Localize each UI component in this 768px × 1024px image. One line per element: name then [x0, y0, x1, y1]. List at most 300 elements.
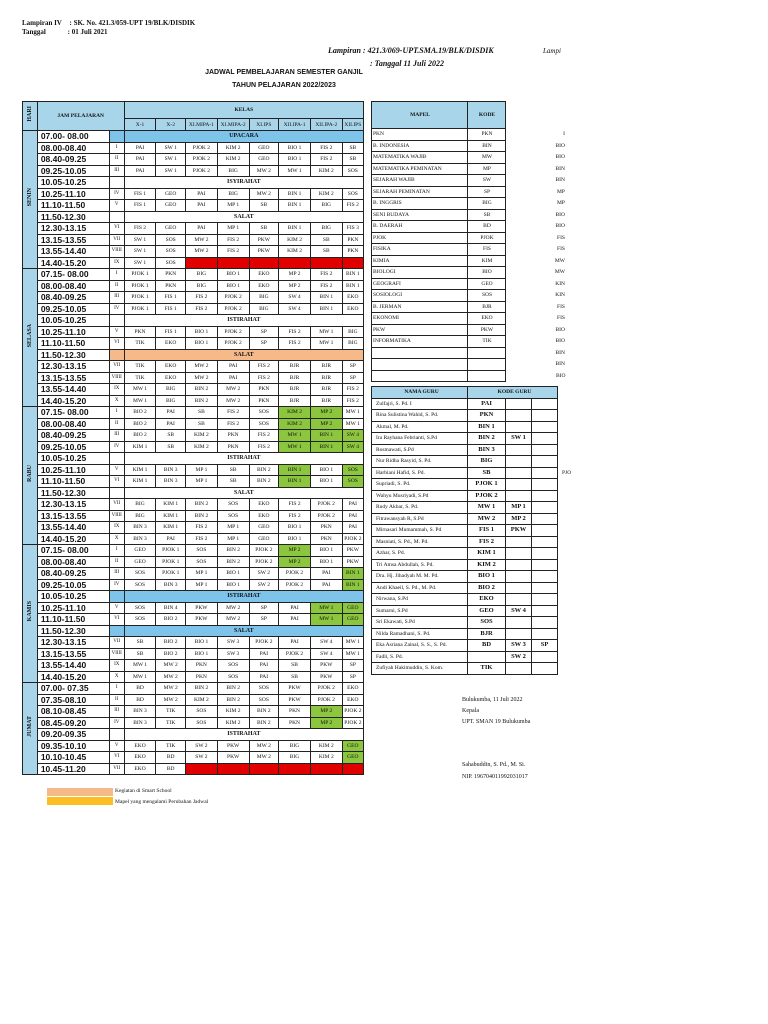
guru-name: Tri Amsa Abdullah, S. Pd.: [372, 559, 468, 571]
time-slot: 08.00-08.40: [37, 142, 109, 154]
guru-extra: [558, 582, 568, 594]
subject-cell: FIS 2: [342, 200, 363, 212]
guru-kode-3: [532, 548, 558, 560]
schedule-row: [23, 441, 364, 453]
subject-cell: PKW: [279, 683, 311, 695]
schedule-row: [23, 280, 364, 292]
mapel-kode: BIO: [468, 267, 506, 279]
time-slot: 09.25-10.05: [37, 579, 109, 591]
subject-cell: KIM 2: [217, 154, 249, 166]
mapel-name: [372, 347, 468, 359]
guru-name: Sumarni, S.Pd: [372, 605, 468, 617]
subject-cell: SP: [342, 372, 363, 384]
schedule-row: [23, 740, 364, 752]
guru-kode-2: [506, 444, 532, 456]
period-number: VIIII: [109, 246, 124, 258]
time-slot: 08.00-08.40: [37, 556, 109, 568]
subject-cell: PJOK 2: [249, 637, 279, 649]
subject-cell: [217, 763, 249, 775]
class-header: XII.IPA-1: [279, 119, 311, 131]
subject-cell: MW 2: [249, 752, 279, 764]
subject-cell: SB: [342, 154, 363, 166]
guru-kode: PJOK 1: [468, 479, 506, 491]
time-slot: 10.10-10.45: [37, 752, 109, 764]
subject-cell: SB: [279, 660, 311, 672]
mapel-extra: BIO: [555, 326, 565, 333]
guru-extra: [558, 398, 568, 410]
guru-kode: BIN 2: [468, 433, 506, 445]
time-slot: 08.00-08.40: [37, 280, 109, 292]
guru-kode-3: [532, 571, 558, 583]
guru-kode-3: [532, 663, 558, 675]
subject-cell: KIM 2: [186, 430, 218, 442]
mapel-name: KIMIA: [372, 255, 468, 267]
mapel-kode: KIM: [468, 255, 506, 267]
subject-cell: BIO 1: [310, 476, 342, 488]
subject-cell: PKW: [186, 602, 218, 614]
subject-cell: PAI: [279, 614, 311, 626]
period-number: IX: [109, 384, 124, 396]
subject-cell: BIG: [249, 292, 279, 304]
signature-nip: NIP. 196704011992031017: [462, 774, 528, 780]
subject-cell: [279, 763, 311, 775]
schedule-row: [23, 292, 364, 304]
mapel-row: [372, 313, 568, 325]
subject-cell: BIN 1: [279, 464, 311, 476]
subject-cell: BIN 3: [124, 706, 156, 718]
subject-cell: PJOK 1: [124, 303, 156, 315]
mapel-extra: I: [563, 131, 565, 138]
subject-cell: SB: [186, 418, 218, 430]
lampiran-header: [22, 19, 195, 37]
class-header: X-2: [156, 119, 186, 131]
guru-name: Zufiyah Hakimuddin, S. Kom.: [372, 663, 468, 675]
subject-cell: SOS: [186, 545, 218, 557]
guru-row: [372, 628, 568, 640]
subject-cell: PAI: [156, 418, 186, 430]
day-name: SENIN: [26, 188, 33, 207]
guru-extra: [558, 628, 568, 640]
period-number: VII: [109, 361, 124, 373]
subject-cell: MP 1: [217, 200, 249, 212]
mapel-extra: BIO: [555, 154, 565, 161]
subject-cell: MP 1: [217, 533, 249, 545]
subject-cell: MP 2: [310, 706, 342, 718]
subject-cell: GEO: [124, 556, 156, 568]
time-slot: 08.40-09.25: [37, 292, 109, 304]
guru-row: [372, 479, 568, 491]
subject-cell: [342, 763, 363, 775]
schedule-row: [23, 533, 364, 545]
period-number: I: [109, 545, 124, 557]
subject-cell: PAI: [249, 660, 279, 672]
subject-cell: BIO 1: [217, 568, 249, 580]
subject-cell: BJR: [310, 384, 342, 396]
guru-name: Wahyu Musriyadi, S.Pd: [372, 490, 468, 502]
guru-row: [372, 456, 568, 468]
subject-cell: FIS 2: [249, 441, 279, 453]
lampiran2: [328, 46, 494, 55]
subject-cell: SB: [217, 464, 249, 476]
subject-cell: SOS: [156, 257, 186, 269]
subject-cell: PKW: [310, 671, 342, 683]
subject-cell: SOS: [342, 165, 363, 177]
guru-kode: GEO: [468, 605, 506, 617]
subject-cell: PAI: [186, 188, 218, 200]
mapel-name: BIOLOGI: [372, 267, 468, 279]
subject-cell: SOS: [156, 234, 186, 246]
guru-kode-2: [506, 410, 532, 422]
subject-cell: PAI: [310, 579, 342, 591]
mapel-kode: BJR: [468, 301, 506, 313]
period-number: II: [109, 694, 124, 706]
guru-extra: [558, 444, 568, 456]
guru-kode-3: [532, 605, 558, 617]
schedule-row: [23, 338, 364, 350]
subject-cell: BIN 3: [124, 522, 156, 534]
subject-cell: BIN 1: [342, 568, 363, 580]
subject-cell: GEO: [342, 602, 363, 614]
subject-cell: EKO: [342, 683, 363, 695]
schedule-row: [23, 303, 364, 315]
subject-cell: BIN 1: [310, 430, 342, 442]
schedule-row: [23, 694, 364, 706]
subject-cell: MW 2: [249, 188, 279, 200]
period-number: I: [109, 269, 124, 281]
subject-cell: BIG: [310, 200, 342, 212]
guru-kode-2: [506, 559, 532, 571]
subject-cell: BIG: [342, 326, 363, 338]
subject-cell: EKO: [249, 269, 279, 281]
class-header: XI.MIPA-2: [217, 119, 249, 131]
mapel-extra: FIS: [557, 315, 565, 322]
subject-cell: SW 1: [156, 154, 186, 166]
signature-name: Sahabuddin, S. Pd., M. Si.: [462, 762, 526, 768]
guru-name: Nirwana, S.Pd: [372, 594, 468, 606]
subject-cell: MW 1: [124, 660, 156, 672]
subject-cell: PAI: [342, 522, 363, 534]
subject-cell: [186, 763, 218, 775]
subject-cell: SW 2: [186, 740, 218, 752]
time-slot: 13.15-13.55: [37, 648, 109, 660]
subject-cell: GEO: [249, 533, 279, 545]
period-number: [109, 349, 124, 361]
subject-cell: PAI: [124, 142, 156, 154]
break-cell: ISTIRAHAT: [124, 315, 363, 327]
time-slot: 09.20-09.35: [37, 729, 109, 741]
subject-cell: [310, 763, 342, 775]
period-number: V: [109, 740, 124, 752]
mapel-name: INFORMATIKA: [372, 336, 468, 348]
time-slot: 10.05-10.25: [37, 591, 109, 603]
subject-cell: BIN 2: [186, 683, 218, 695]
subject-cell: MW 2: [156, 694, 186, 706]
subject-cell: SB: [186, 407, 218, 419]
subject-cell: PJOK 2: [310, 510, 342, 522]
subject-cell: SOS: [124, 579, 156, 591]
subject-cell: SP: [249, 602, 279, 614]
subject-cell: TIK: [156, 740, 186, 752]
guru-extra: [558, 594, 568, 606]
subject-cell: MP 2: [310, 717, 342, 729]
schedule-row: [23, 602, 364, 614]
guru-kode: BIO 2: [468, 582, 506, 594]
subject-cell: SW 4: [279, 292, 311, 304]
subject-cell: KIM 2: [217, 142, 249, 154]
schedule-row: [23, 568, 364, 580]
mapel-extra: BIN: [555, 349, 565, 356]
subject-cell: PKW: [279, 694, 311, 706]
subject-cell: BIN 2: [217, 683, 249, 695]
time-slot: 08.40-09.25: [37, 568, 109, 580]
head-kelas: KELAS: [124, 102, 363, 119]
guru-row: [372, 617, 568, 629]
subject-cell: BIO 1: [310, 556, 342, 568]
guru-row: [372, 513, 568, 525]
subject-cell: PKN: [186, 671, 218, 683]
lampiran2-value: : 421.3/069-UPT.SMA.19/BLK/DISDIK: [362, 46, 494, 55]
subject-cell: BIN 2: [217, 694, 249, 706]
subject-cell: GEO: [342, 614, 363, 626]
subject-cell: FIS 2: [186, 522, 218, 534]
subject-cell: KIM 2: [217, 706, 249, 718]
period-number: V: [109, 200, 124, 212]
subject-cell: EKO: [249, 280, 279, 292]
guru-kode-2: [506, 456, 532, 468]
subject-cell: MW 2: [186, 246, 218, 258]
mapel-name: PKW: [372, 324, 468, 336]
mapel-kode: [468, 370, 506, 382]
mapel-row: [372, 301, 568, 313]
subject-cell: SOS: [217, 510, 249, 522]
subject-cell: FIS 2: [279, 499, 311, 511]
subject-cell: PKN: [156, 269, 186, 281]
time-slot: 14.40-15.20: [37, 395, 109, 407]
time-slot: 11.50-12.30: [37, 625, 109, 637]
guru-extra: [558, 640, 568, 652]
period-number: VII: [109, 499, 124, 511]
period-number: IX: [109, 257, 124, 269]
subject-cell: FIS 2: [217, 246, 249, 258]
guru-kode-2: MP 2: [506, 513, 532, 525]
time-slot: 08.40-09.25: [37, 430, 109, 442]
guru-kode-2: [506, 594, 532, 606]
guru-kode-3: [532, 490, 558, 502]
period-number: X: [109, 533, 124, 545]
subject-cell: FIS 3: [342, 223, 363, 235]
subject-cell: PJOK 2: [342, 706, 363, 718]
subject-cell: PJOK 2: [342, 717, 363, 729]
subject-cell: BIN 3: [124, 533, 156, 545]
mapel-name: [372, 370, 468, 382]
guru-kode-2: [506, 571, 532, 583]
subject-cell: EKO: [342, 292, 363, 304]
guru-row: [372, 421, 568, 433]
guru-name: Zulfajri, S. Pd. I: [372, 398, 468, 410]
subject-cell: BJR: [310, 361, 342, 373]
subject-cell: BIG: [156, 395, 186, 407]
mapel-row: [372, 232, 568, 244]
guru-kode: PJOK 2: [468, 490, 506, 502]
subject-cell: MW 2: [156, 671, 186, 683]
guru-extra: [558, 490, 568, 502]
subject-cell: MP 1: [186, 476, 218, 488]
subject-cell: KIM 2: [310, 752, 342, 764]
subject-cell: BIO 2: [124, 430, 156, 442]
time-slot: 07.15- 08.00: [37, 269, 109, 281]
subject-cell: FIS 2: [279, 326, 311, 338]
subject-cell: MW 2: [156, 683, 186, 695]
subject-cell: EKO: [249, 510, 279, 522]
guru-kode-3: [532, 513, 558, 525]
guru-name: Andi Khaeil, S. Pd., M. Pd.: [372, 582, 468, 594]
mapel-kode: MP: [468, 163, 506, 175]
guru-kode: SB: [468, 467, 506, 479]
subject-cell: MW 1: [124, 395, 156, 407]
mapel-row: [372, 347, 568, 359]
mapel-row: [372, 186, 568, 198]
period-number: II: [109, 154, 124, 166]
subject-cell: PJOK 2: [217, 326, 249, 338]
guru-name: Dra. Hj. Jihadyah M. M. Pd.: [372, 571, 468, 583]
subject-cell: TIK: [124, 372, 156, 384]
subject-cell: BJR: [310, 372, 342, 384]
period-number: VIIII: [109, 372, 124, 384]
subject-cell: PKW: [217, 740, 249, 752]
subject-cell: PJOK 2: [217, 338, 249, 350]
guru-name: Fitrawansyah R, S.Pd: [372, 513, 468, 525]
period-number: VIIII: [109, 510, 124, 522]
guru-extra: [558, 548, 568, 560]
guru-kode-2: [506, 490, 532, 502]
subject-cell: SP: [342, 660, 363, 672]
guru-row: [372, 663, 568, 675]
day-name: KAMIS: [26, 601, 33, 622]
time-slot: 10.05-10.25: [37, 177, 109, 189]
day-name: JUMAT: [26, 716, 33, 737]
period-number: IV: [109, 579, 124, 591]
subject-cell: BIN 2: [249, 706, 279, 718]
subject-cell: FIS 1: [124, 200, 156, 212]
mapel-name: MATEMATIKA WAJIB: [372, 152, 468, 164]
subject-cell: EKO: [156, 361, 186, 373]
subject-cell: PAI: [342, 510, 363, 522]
day-name: RABU: [26, 464, 33, 482]
guru-kode: BJR: [468, 628, 506, 640]
subject-cell: PJOK 2: [186, 142, 218, 154]
guru-kode-3: [532, 410, 558, 422]
subject-cell: PAI: [124, 165, 156, 177]
guru-kode: FIS 2: [468, 536, 506, 548]
subject-cell: MW 2: [217, 384, 249, 396]
time-slot: 07.00- 07.35: [37, 683, 109, 695]
guru-name: Rina Sulistina Wahid, S. Pd.: [372, 410, 468, 422]
mapel-row: [372, 152, 568, 164]
period-number: I: [109, 142, 124, 154]
guru-kode-2: [506, 536, 532, 548]
subject-cell: SW 4: [310, 637, 342, 649]
schedule-row: [23, 487, 364, 499]
subject-cell: FIS 2: [310, 154, 342, 166]
break-cell: SALAT: [124, 487, 363, 499]
time-slot: 13.15-13.55: [37, 234, 109, 246]
subject-cell: MW 2: [217, 395, 249, 407]
period-number: [109, 591, 124, 603]
guru-kode-3: [532, 502, 558, 514]
schedule-row: [23, 372, 364, 384]
guru-kode-3: [532, 536, 558, 548]
schedule-row: [23, 349, 364, 361]
guru-kode: BIN 1: [468, 421, 506, 433]
subject-cell: BIO 1: [279, 522, 311, 534]
period-number: II: [109, 418, 124, 430]
schedule-row: [23, 257, 364, 269]
mapel-row: [372, 244, 568, 256]
subject-cell: PJOK 2: [279, 648, 311, 660]
subject-cell: MP 1: [186, 568, 218, 580]
signature-place-date: Bulukumba, 11 Juli 2022: [462, 697, 523, 703]
mapel-kode: GEO: [468, 278, 506, 290]
guru-extra: [558, 571, 568, 583]
period-number: II: [109, 280, 124, 292]
guru-kode-3: [532, 421, 558, 433]
subject-cell: BIO 1: [217, 280, 249, 292]
tanggal2-value: : Tanggal 11 Juli 2022: [370, 59, 444, 68]
guru-row: [372, 594, 568, 606]
time-slot: 07.15- 08.00: [37, 407, 109, 419]
period-number: [109, 487, 124, 499]
subject-cell: EKO: [156, 338, 186, 350]
subject-cell: BD: [124, 683, 156, 695]
subject-cell: BIG: [249, 303, 279, 315]
guru-row: [372, 559, 568, 571]
class-header: XI.MIPA-1: [186, 119, 218, 131]
time-slot: 09.25-10.05: [37, 165, 109, 177]
subject-cell: PKN: [249, 395, 279, 407]
subject-cell: PAI: [249, 648, 279, 660]
mapel-body: [372, 102, 568, 382]
head-hari: [23, 102, 38, 131]
subject-cell: GEO: [156, 188, 186, 200]
subject-cell: SB: [310, 246, 342, 258]
guru-kode-2: [506, 548, 532, 560]
guru-kode: PAI: [468, 398, 506, 410]
schedule-row: [23, 545, 364, 557]
subject-cell: BIG: [186, 269, 218, 281]
break-cell: ISTIRAHAT: [124, 729, 363, 741]
subject-cell: SB: [310, 234, 342, 246]
guru-kode-2: PKW: [506, 525, 532, 537]
mapel-extra: BIO: [555, 211, 565, 218]
subject-cell: EKO: [156, 372, 186, 384]
schedule-row: [23, 269, 364, 281]
guru-kode-2: [506, 628, 532, 640]
time-slot: 11.50-12.30: [37, 211, 109, 223]
mapel-name: B. JERMAN: [372, 301, 468, 313]
mapel-extra: FIS: [557, 234, 565, 241]
subject-cell: SOS: [342, 464, 363, 476]
subject-cell: PJOK 1: [124, 292, 156, 304]
subject-cell: PJOK 2: [279, 568, 311, 580]
time-slot: 07.15- 08.00: [37, 545, 109, 557]
guru-kode-2: MP 1: [506, 502, 532, 514]
subject-cell: BIG: [217, 188, 249, 200]
subject-cell: GEO: [156, 223, 186, 235]
mapel-kode-head: KODE: [468, 102, 506, 129]
subject-cell: BIN 3: [156, 579, 186, 591]
schedule-table: [22, 101, 364, 775]
subject-cell: MW 1: [124, 671, 156, 683]
